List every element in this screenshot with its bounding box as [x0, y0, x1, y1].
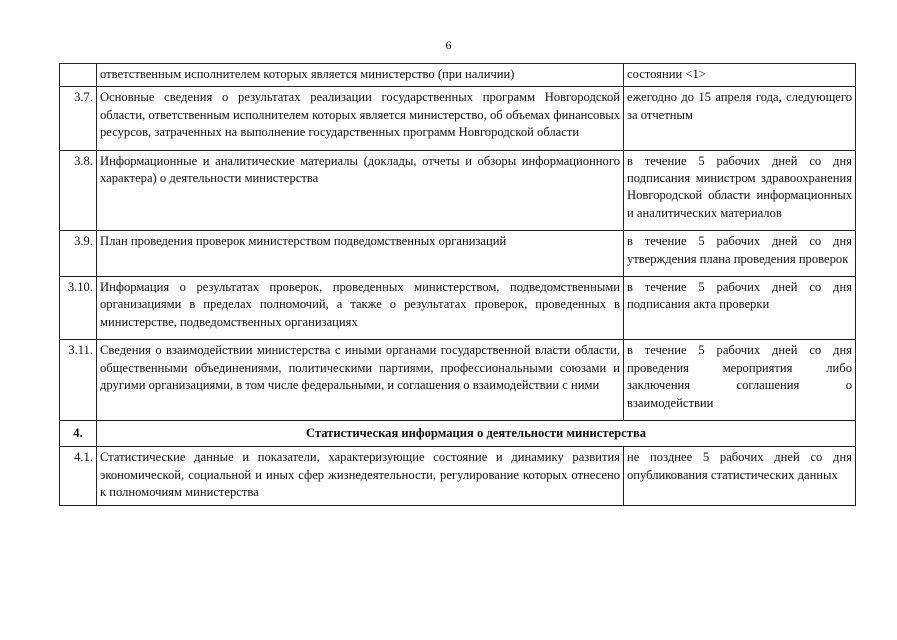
- section-title: Статистическая информация о деятельности министерства: [97, 420, 856, 446]
- row-deadline: ежегодно до 15 апреля года, следующего за отчетным: [624, 87, 856, 150]
- table-row: [60, 64, 856, 87]
- row-deadline: не позднее 5 рабочих дней со дня опубликования статистических данных: [624, 447, 856, 505]
- table-row: [60, 231, 856, 277]
- information-table: [59, 63, 856, 506]
- section-number: 4.: [60, 420, 97, 446]
- row-number: 3.8.: [60, 150, 97, 231]
- table-row: [60, 447, 856, 505]
- row-number: 3.11.: [60, 340, 97, 421]
- row-description: Информация о результатах проверок, проведенных министерством, подведомственными организациями в пределах полномочий, а также о результатах проверок, проведенных в министерстве, подведомственных организациях: [97, 277, 624, 340]
- section-header-row: [60, 420, 856, 446]
- row-description: ответственным исполнителем которых является министерство (при наличии): [97, 64, 624, 87]
- row-deadline: в течение 5 рабочих дней со дня утверждения плана проведения проверок: [624, 231, 856, 277]
- table-row: [60, 150, 856, 231]
- row-number: [60, 64, 97, 87]
- row-number: 3.10.: [60, 277, 97, 340]
- row-number: 3.7.: [60, 87, 97, 150]
- row-deadline: состоянии <1>: [624, 64, 856, 87]
- row-description: План проведения проверок министерством подведомственных организаций: [97, 231, 624, 277]
- table-row: [60, 340, 856, 421]
- table-row: [60, 277, 856, 340]
- row-deadline: в течение 5 рабочих дней со дня проведения мероприятия либо заключения соглашения о взаимодействии: [624, 340, 856, 421]
- row-deadline: в течение 5 рабочих дней со дня подписания министром здравоохранения Новгородской области информационных и аналитических материалов: [624, 150, 856, 231]
- table-row: [60, 87, 856, 150]
- row-number: 4.1.: [60, 447, 97, 505]
- page-number: 6: [445, 38, 452, 52]
- row-description: Статистические данные и показатели, характеризующие состояние и динамику развития экономической, социальной и иных сфер жизнедеятельности, регулирование которых отнесено к полномочиям министерства: [97, 447, 624, 505]
- row-description: Информационные и аналитические материалы (доклады, отчеты и обзоры информационного характера) о деятельности министерства: [97, 150, 624, 231]
- row-number: 3.9.: [60, 231, 97, 277]
- row-description: Сведения о взаимодействии министерства с иными органами государственной власти области, общественными объединениями, политическими партиями, профессиональными союзами и другими организациями, в том числе федеральными, и соглашения о взаимодействии с ними: [97, 340, 624, 421]
- row-deadline: в течение 5 рабочих дней со дня подписания акта проверки: [624, 277, 856, 340]
- row-description: Основные сведения о результатах реализации государственных программ Новгородской области, ответственным исполнителем которых является министерство, об объемах финансовых ресурсов, затраченных на выполнение государственных программ Новгородской области: [97, 87, 624, 150]
